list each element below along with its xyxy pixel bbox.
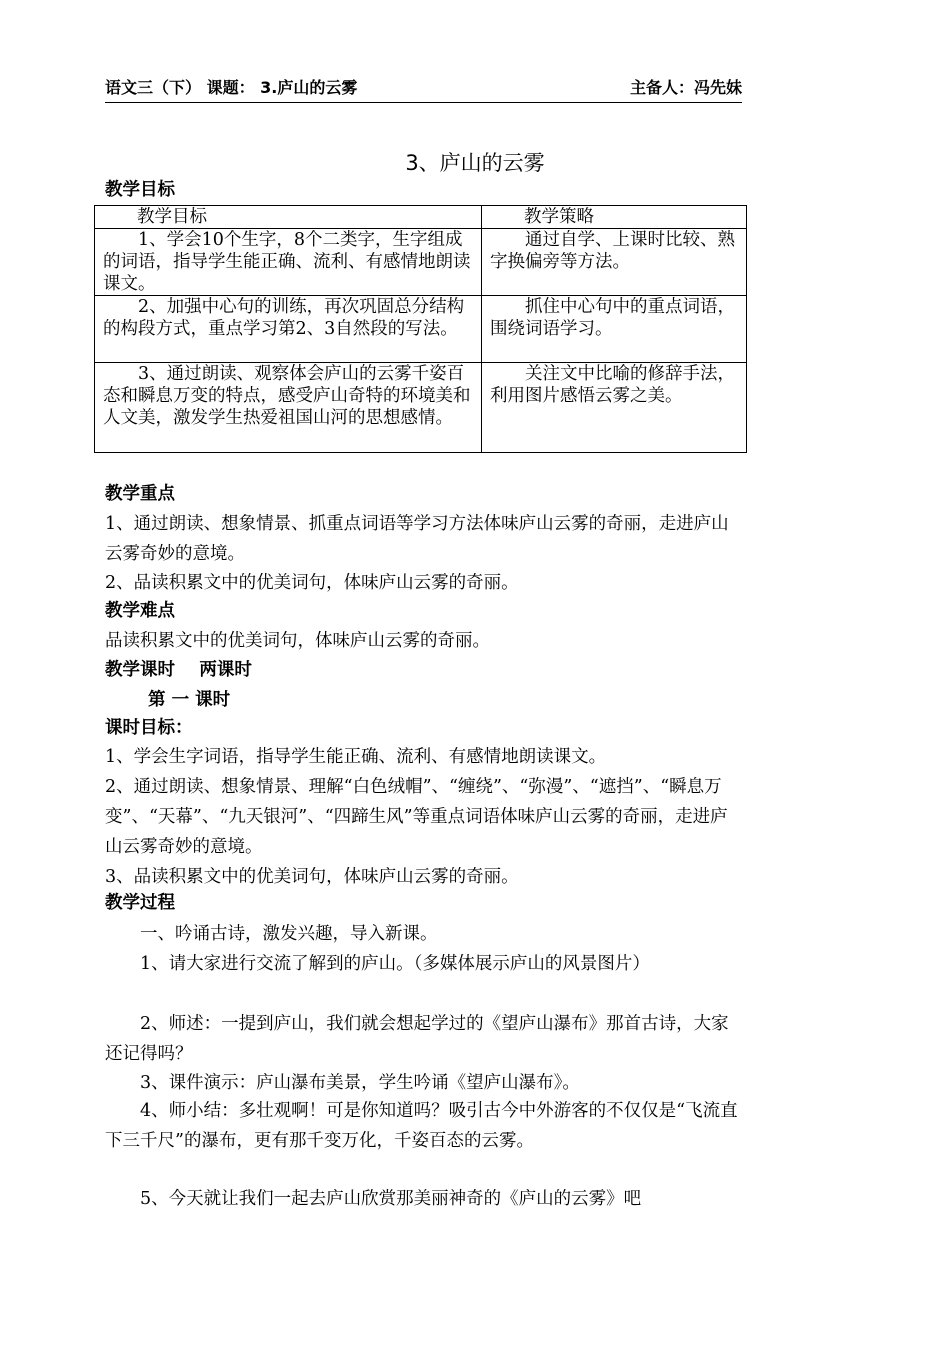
process-step-intro: 一、吟诵古诗，激发兴趣，导入新课。	[140, 924, 438, 944]
difficulty-text: 品读积累文中的优美词句，体味庐山云雾的奇丽。	[105, 631, 490, 651]
table-header-goal: 教学目标	[95, 206, 482, 229]
key-point-2: 2、品读积累文中的优美词句，体味庐山云雾的奇丽。	[105, 573, 519, 593]
table-header-strategy: 教学策略	[482, 206, 747, 229]
key-point-1: 1、通过朗读、想象情景、抓重点词语等学习方法体味庐山云雾的奇丽，走进庐山云雾奇妙的意境。	[105, 514, 729, 564]
key-points-heading: 教学重点	[105, 484, 175, 504]
lesson-heading: 第 一 课时	[148, 690, 231, 710]
goals-heading: 教学目标	[105, 180, 175, 200]
page-header	[105, 78, 742, 103]
table-row	[95, 296, 747, 363]
lesson-goal-3: 3、品读积累文中的优美词句，体味庐山云雾的奇丽。	[105, 867, 519, 887]
table-cell-goal: 2、加强中心句的训练，再次巩固总分结构的构段方式，重点学习第2、3自然段的写法。	[95, 296, 482, 363]
header-preparer: 主备人：冯先妹	[629, 78, 742, 97]
table-cell-strategy: 关注文中比喻的修辞手法，利用图片感悟云雾之美。	[482, 363, 747, 453]
table-cell-goal: 1、学会10个生字，8个二类字，生字组成的词语，指导学生能正确、流利、有感情地朗读课文。	[95, 229, 482, 296]
process-step-3: 3、课件演示：庐山瀑布美景，学生吟诵《望庐山瀑布》。	[140, 1073, 580, 1093]
lesson-goals-heading: 课时目标：	[105, 718, 193, 738]
difficulty-heading: 教学难点	[105, 601, 175, 621]
lesson-goal-2: 2、通过朗读、想象情景、理解“白色绒帽”、“缠绕”、“弥漫”、“遮挡”、“瞬息万变”、“天幕”、“九天银河”、“四蹄生风”等重点词语体味庐山云雾的奇丽，走进庐山云雾奇妙的意境。	[105, 777, 728, 857]
process-step-2: 2、师述：一提到庐山，我们就会想起学过的《望庐山瀑布》那首古诗，大家还记得吗？	[105, 1014, 729, 1064]
table-cell-strategy: 抓住中心句中的重点词语，围绕词语学习。	[482, 296, 747, 363]
class-hours-heading: 教学课时 两课时	[105, 660, 252, 680]
table-row	[95, 363, 747, 453]
header-course-title: 语文三（下） 课题： 3.庐山的云雾	[105, 78, 358, 97]
table-cell-goal: 3、通过朗读、观察体会庐山的云雾千姿百态和瞬息万变的特点，感受庐山奇特的环境美和人文美，激发学生热爱祖国山河的思想感情。	[95, 363, 482, 453]
process-step-4: 4、师小结：多壮观啊！可是你知道吗？吸引古今中外游客的不仅仅是“飞流直下三千尺”的瀑布，更有那千变万化，千姿百态的云雾。	[105, 1101, 738, 1151]
process-step-1: 1、请大家进行交流了解到的庐山。（多媒体展示庐山的风景图片）	[140, 954, 650, 974]
table-row	[95, 229, 747, 296]
process-heading: 教学过程	[105, 893, 175, 913]
lesson-goal-1: 1、学会生字词语，指导学生能正确、流利、有感情地朗读课文。	[105, 747, 607, 767]
table-header-row	[95, 206, 747, 229]
goals-table	[94, 205, 747, 453]
table-cell-strategy: 通过自学、上课时比较、熟字换偏旁等方法。	[482, 229, 747, 296]
document-title: 3、庐山的云雾	[405, 151, 545, 175]
process-step-5: 5、今天就让我们一起去庐山欣赏那美丽神奇的《庐山的云雾》吧	[140, 1189, 642, 1209]
